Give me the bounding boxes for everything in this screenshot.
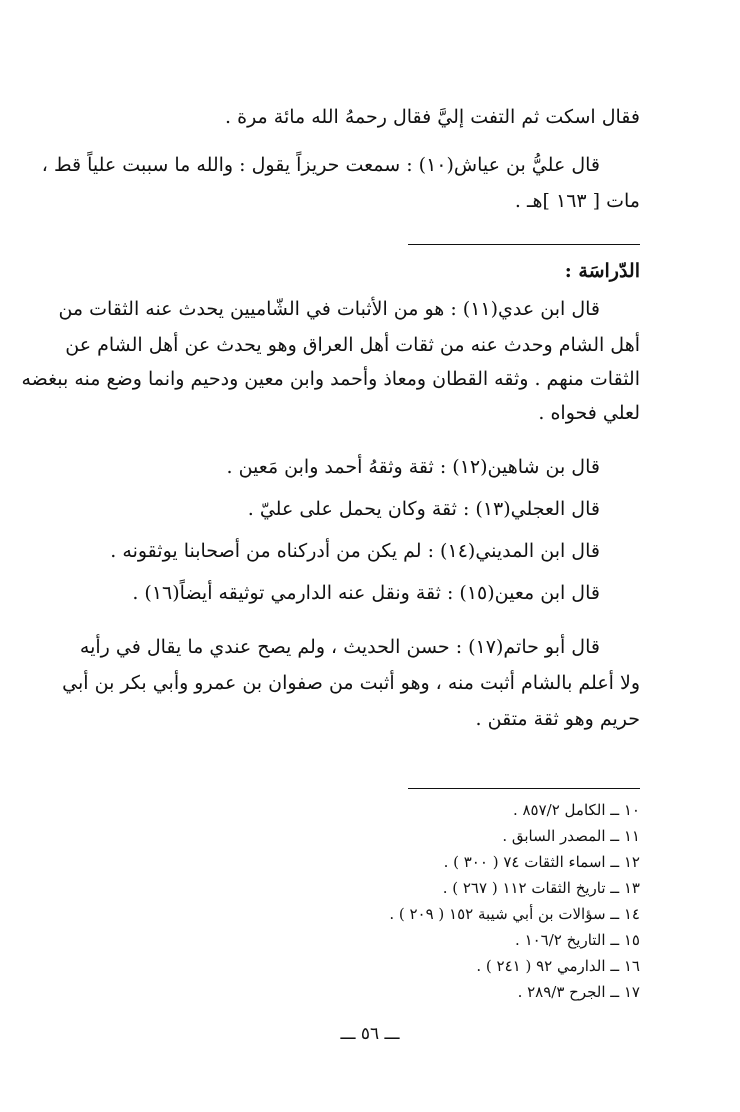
study-p1-line-2: أهل الشام وحدث عنه من ثقات أهل العراق وهو يحدث عن أهل الشام عن (65, 334, 640, 356)
footnote-15: ١٥ ــ التاريخ ١٠٦/٢ . (515, 931, 640, 949)
footnote-16: ١٦ ــ الدارمي ٩٢ ( ٢٤١ ) . (476, 957, 640, 975)
quote-ibn-maeen: قال ابن معين(١٥) : ثقة ونقل عنه الدارمي توثيقه أيضاً(١٦) . (132, 582, 600, 604)
quote-al-ijli: قال العجلي(١٣) : ثقة وكان يحمل على عليّ . (247, 498, 600, 520)
footnote-12: ١٢ ــ اسماء الثقات ٧٤ ( ٣٠٠ ) . (443, 853, 640, 871)
narration-line-1: فقال اسكت ثم التفت إليَّ فقال رحمهُ الله مائة مرة . (225, 106, 640, 128)
study-p2-line-2: ولا أعلم بالشام أثبت منه ، وهو أثبت من صفوان بن عمرو وأبي بكر بن أبي (62, 672, 640, 694)
study-p1-line-1: قال ابن عدي(١١) : هو من الأثبات في الشّاميين يحدث عنه الثقات من (58, 298, 600, 320)
page-number: ـــ ٥٦ ـــ (340, 1024, 400, 1044)
section-divider (408, 244, 640, 245)
quote-ibn-shahin: قال بن شاهين(١٢) : ثقة وثقهُ أحمد وابن مَعين . (226, 456, 600, 478)
footnote-13: ١٣ ــ تاريخ الثقات ١١٢ ( ٢٦٧ ) . (442, 879, 640, 897)
narration-line-3: مات [ ١٦٣ ]هـ . (514, 190, 640, 212)
study-p1-line-4: لعلي فحواه . (538, 402, 640, 424)
footnote-divider (408, 788, 640, 789)
footnote-14: ١٤ ــ سؤالات بن أبي شيبة ١٥٢ ( ٢٠٩ ) . (389, 905, 640, 923)
study-p2-line-3: حريم وهو ثقة متقن . (475, 708, 640, 730)
quote-ibn-al-madini: قال ابن المديني(١٤) : لم يكن من أدركناه من أصحابنا يوثقونه . (110, 540, 600, 562)
study-heading: الدّراسَة : (564, 260, 640, 282)
study-p2-line-1: قال أبو حاتم(١٧) : حسن الحديث ، ولم يصح عندي ما يقال في رأيه (79, 636, 600, 658)
footnote-10: ١٠ ــ الكامل ٨٥٧/٢ . (512, 801, 640, 819)
narration-line-2: قال عليُّ بن عياش(١٠) : سمعت حريزاً يقول : والله ما سببت علياً قط ، (41, 154, 600, 176)
footnote-11: ١١ ــ المصدر السابق . (502, 827, 640, 845)
footnote-17: ١٧ ــ الجرح ٢٨٩/٣ . (517, 983, 640, 1001)
study-p1-line-3: الثقات منهم . وثقه القطان ومعاذ وأحمد وابن معين ودحيم وانما وضع منه ببغضه (21, 368, 640, 390)
